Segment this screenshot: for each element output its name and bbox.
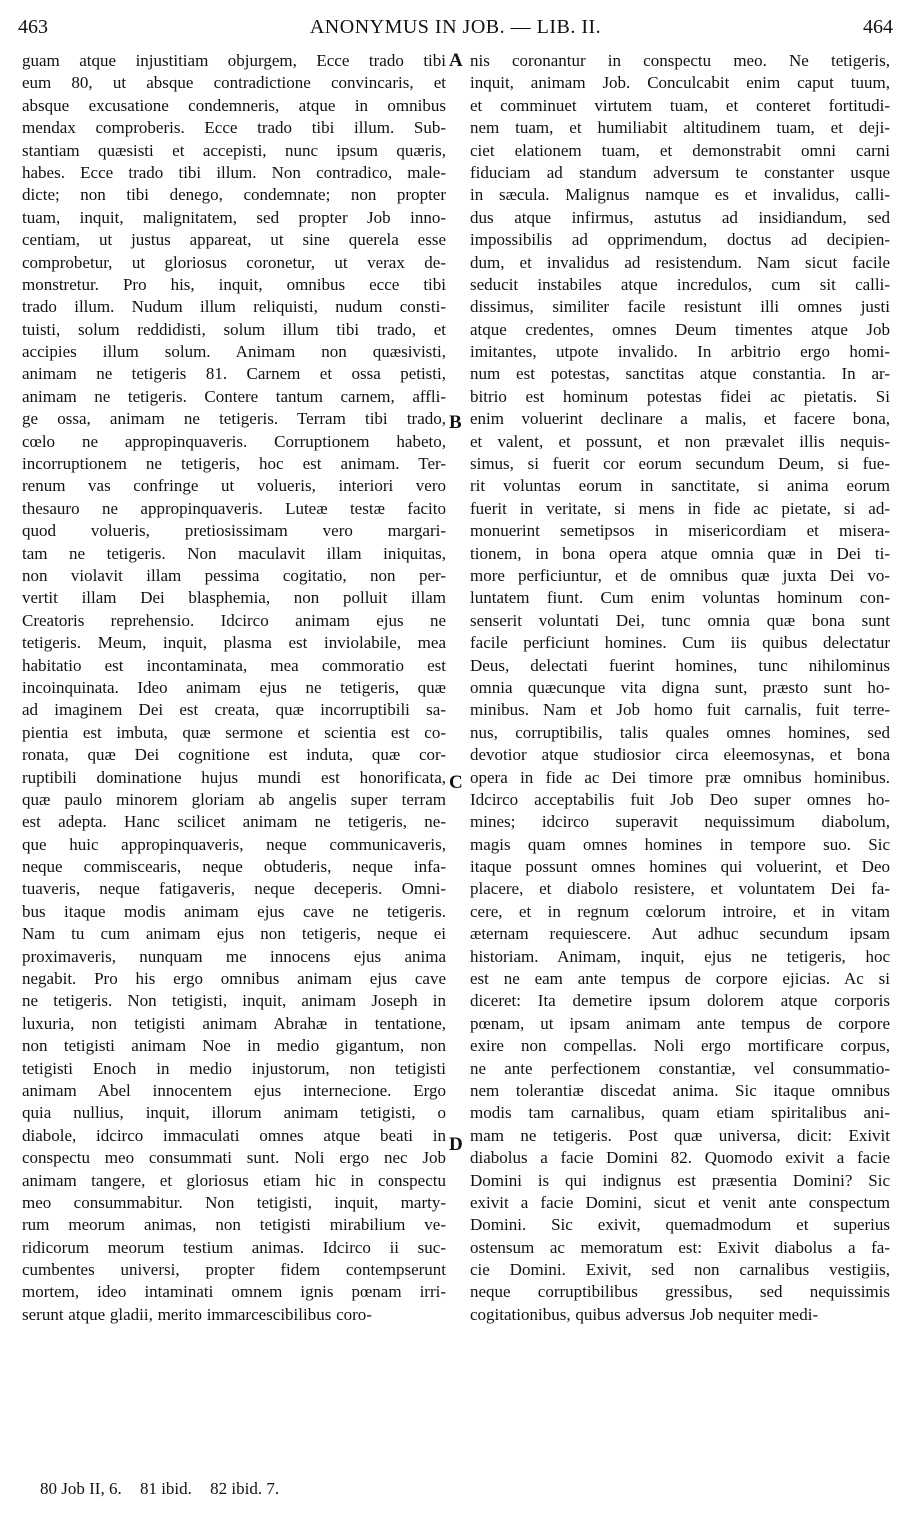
text-line: centiam, ut justus appareat, ut sine querela esse <box>22 230 446 250</box>
footnote-80: 80 Job II, 6. <box>40 1479 122 1498</box>
text-line: Domini is qui indignus est præsentia Domini? Sic <box>470 1170 890 1190</box>
text-line: thesauro ne appropinquaveris. Luteæ testæ facito <box>22 498 446 518</box>
text-line: cere, et in regnum cœlorum introire, et in vitam <box>470 901 890 921</box>
text-line: eum 80, ut absque contradictione convincaris, et <box>22 73 446 93</box>
text-line: quæ paulo minorem gloriam ab angelis super terram <box>22 789 446 809</box>
text-line: ronata, quæ Dei cognitione est induta, quæ cor- <box>22 745 446 765</box>
text-line: renum vas confringe ut volueris, interiori vero <box>22 476 446 496</box>
text-line: historiam. Animam, inquit, ejus ne tetigeris, hoc <box>470 946 890 966</box>
text-line: mendax comproberis. Ecce trado tibi illum. Sub- <box>22 118 446 138</box>
text-line: ne tetigeris. Non tetigisti, inquit, animam Joseph in <box>22 991 446 1011</box>
text-line: animam ne tetigeris 81. Carnem et ossa petisti, <box>22 364 446 384</box>
text-line: imitantes, utpote invalido. In arbitrio ergo homi- <box>470 342 890 362</box>
text-line: fuerit in veritate, si mens in fide ac pietate, si ad- <box>470 498 890 518</box>
text-line: tetigeris. Meum, inquit, plasma est inviolabile, mea <box>22 633 446 653</box>
text-line: rit voluntas eorum in sanctitate, si anima eorum <box>470 476 890 496</box>
footnote-81: 81 ibid. <box>139 1479 192 1498</box>
text-line: luxuria, non tetigisti animam Abrahæ in tentatione, <box>22 1013 446 1033</box>
text-line: monstretur. Pro his, inquit, omnibus ecce tibi <box>22 274 446 294</box>
text-line: fiduciam ad standum adversum te constanter usque <box>470 162 890 182</box>
text-line: ne ante perfectionem constantiæ, vel consummatio- <box>470 1058 890 1078</box>
text-line: animam tangere, et gloriosus etiam hic in conspectu <box>22 1170 446 1190</box>
text-line: cumbentes universi, propter fidem contempserunt <box>22 1260 446 1280</box>
text-line: devotior atque studiosior circa eleemosynas, et bona <box>470 745 890 765</box>
text-line: tetigisti Enoch in medio injustorum, non tetigisti <box>22 1058 446 1078</box>
text-line: nis coronantur in conspectu meo. Ne tetigeris, <box>470 51 890 70</box>
text-line: Creatoris reprehensio. Idcirco animam ejus ne <box>22 610 446 630</box>
text-line: conspectu meo consummati sunt. Noli ergo nec Job <box>22 1148 446 1168</box>
text-line: et comminuet virtutem tuam, et conteret fortitudi- <box>470 95 890 115</box>
text-line: meo consummabitur. Non tetigisti, inquit, marty- <box>22 1192 446 1212</box>
right-column <box>470 50 890 1326</box>
text-line: mam ne tetigeris. Post quæ universa, dicit: Exivit <box>470 1125 890 1145</box>
text-line: mines; idcirco superavit nequissimum diabolum, <box>470 812 890 832</box>
text-line: impossibilis ad opprimendum, doctus ad decipien- <box>470 230 890 250</box>
page-header <box>18 10 893 44</box>
text-line: et valent, et possunt, et non prævalet illis nequis- <box>470 431 890 451</box>
text-line: Deus, delectati fuerint homines, tunc nihilominus <box>470 655 890 675</box>
text-line: serunt atque gladii, merito immarcescibilibus coro- <box>22 1304 372 1324</box>
text-line: opera in fide ac Dei timore præ omnibus hominibus. <box>470 767 890 787</box>
text-line: itaque possunt omnes homines qui voluerint, et Deo <box>470 857 890 877</box>
text-line: accipies illum solum. Animam non quæsivisti, <box>22 342 446 362</box>
text-line: tuam, inquit, malignitatem, sed propter Job inno- <box>22 207 446 227</box>
margin-mark-c: C <box>449 772 463 793</box>
text-line: facile perficiunt homines. Cum iis quibus delectatur <box>470 633 890 653</box>
text-line: Nam tu cum animam ejus non tetigeris, neque ei <box>22 924 446 944</box>
text-line: quod volueris, pretiosissimam vero margari- <box>22 521 446 541</box>
text-line: trado illum. Nudum illum reliquisti, nudum consti- <box>22 297 446 317</box>
text-line: pientia est imbuta, quæ sermone et scientia est co- <box>22 722 446 742</box>
text-line: tionem, in bona opera atque omnia quæ in Dei ti- <box>470 543 890 563</box>
text-line: in sæcula. Malignus namque es et invalidus, calli- <box>470 185 890 205</box>
text-line: habes. Ecce trado tibi illum. Non contradico, male- <box>22 162 446 182</box>
text-line: animam ne tetigeris. Contere tantum carnem, affli- <box>22 386 446 406</box>
text-line: tuaveris, neque fatigaveris, neque deceperis. Omni- <box>22 879 446 899</box>
text-line: bitrio est hominum potestas fidei ac pietatis. Si <box>470 386 890 406</box>
text-line: neque commiscearis, neque obtuderis, neque infa- <box>22 857 446 877</box>
text-line: Domini. Sic exivit, quemadmodum et superius <box>470 1215 890 1235</box>
text-line: modis tam carnalibus, quam etiam spiritalibus ani- <box>470 1103 890 1123</box>
left-column <box>22 50 446 1326</box>
text-line: seducit instabiles atque incredulos, cum sit calli- <box>470 274 890 294</box>
text-line: rum meorum animas, non tetigisti mirabilium ve- <box>22 1215 446 1235</box>
text-line: vertit illam Dei blasphemia, non polluit illam <box>22 588 446 608</box>
page-number-left: 463 <box>18 16 48 38</box>
text-line: ridicorum meorum testium animas. Idcirco ii suc- <box>22 1237 446 1257</box>
text-line: luntatem fiunt. Cum enim voluntas hominum con- <box>470 588 890 608</box>
margin-mark-a: A <box>449 50 463 71</box>
text-line: ge ossa, animam ne tetigeris. Terram tibi trado, <box>22 409 446 429</box>
text-line: dicte; non tibi denego, condemnate; non propter <box>22 185 446 205</box>
margin-mark-d: D <box>449 1134 463 1155</box>
text-line: est adepta. Hanc scilicet animam ne tetigeris, ne- <box>22 812 446 832</box>
text-line: dus atque infirmus, astutus ad insidiandum, sed <box>470 207 890 227</box>
text-line: negabit. Pro his ergo omnibus animam ejus cave <box>22 969 446 989</box>
text-line: dum, et invalidus ad resistendum. Nam sicut facile <box>470 252 890 272</box>
text-line: monuerint semetipsos in misericordiam et misera- <box>470 521 890 541</box>
text-line: pœnam, ut ipsam animam ante tempus de corpore <box>470 1013 890 1033</box>
text-line: diceret: Ita demetire ipsum dolorem atque corporis <box>470 991 890 1011</box>
margin-mark-b: B <box>449 412 462 433</box>
text-line: animam Abel innocentem ejus internecione. Ergo <box>22 1080 446 1100</box>
text-line: diabole, idcirco immaculati omnes atque beati in <box>22 1125 446 1145</box>
text-line: ostensum ac memoratum est: Exivit diabolus a fa- <box>470 1237 890 1257</box>
text-line: more perficiuntur, et de omnibus quæ juxta Dei vo- <box>470 565 890 585</box>
running-head: ANONYMUS IN JOB. — LIB. II. <box>309 16 602 38</box>
text-line: cœlo ne appropinquaveris. Corruptionem habeto, <box>22 431 446 451</box>
text-line: cie Domini. Exivit, sed non carnalibus vestigiis, <box>470 1260 890 1280</box>
text-line: inquit, animam Job. Conculcabit enim caput tuum, <box>470 73 890 93</box>
text-line: non tetigisti animam Noe in medio gigantum, non <box>22 1036 446 1056</box>
text-line: placere, et diabolo resistere, et voluntatem Dei fa- <box>470 879 890 899</box>
text-line: stantiam quæsisti et accepisti, nunc ipsum quæris, <box>22 140 446 160</box>
text-line: dissimus, similiter facile resistunt illi omnes justi <box>470 297 890 317</box>
footnotes <box>40 1478 293 1500</box>
text-line: non violavit illam pessima cogitatio, non per- <box>22 565 446 585</box>
text-line: diabolus a facie Domini 82. Quomodo exivit a facie <box>470 1148 890 1168</box>
text-line: atque credentes, omnes Deum timentes atque Job <box>470 319 890 339</box>
text-line: est ne eam ante tempus de corpore ejicias. Ac si <box>470 969 890 989</box>
text-line: minibus. Nam et Job homo fuit carnalis, fuit terre- <box>470 700 890 720</box>
text-line: incoinquinata. Ideo animam ejus ne tetigeris, quæ <box>22 677 446 697</box>
text-line: Idcirco acceptabilis fuit Job Deo super omnes ho- <box>470 789 890 809</box>
text-line: omnia quæcunque vita digna sunt, præsto sunt ho- <box>470 677 890 697</box>
text-line: neque corruptibilibus gressibus, sed nequissimis <box>470 1282 890 1302</box>
text-line: cogitationibus, quibus adversus Job nequiter medi- <box>470 1304 819 1324</box>
text-line: nem tuam, et humiliabit altitudinem tuam, et deji- <box>470 118 890 138</box>
text-line: absque excusatione condemneris, atque in omnibus <box>22 95 446 115</box>
text-line: mortem, ideo intaminati omnem ignis pœnam irri- <box>22 1282 446 1302</box>
text-line: num est potestas, sanctitas atque constantia. In ar- <box>470 364 890 384</box>
text-line: comprobetur, ut gloriosus coronetur, ut verax de- <box>22 252 446 272</box>
page-number-right: 464 <box>863 16 893 38</box>
text-line: quia nullius, inquit, illorum animam tetigisti, o <box>22 1103 446 1123</box>
text-line: nem tolerantiæ discedat anima. Sic itaque omnibus <box>470 1080 890 1100</box>
text-line: senserit voluntati Dei, tunc omnia quæ bona sunt <box>470 610 890 630</box>
text-line: guam atque injustitiam objurgem, Ecce trado tibi <box>22 51 446 70</box>
text-line: æternam requiescere. Aut adhuc secundum ipsam <box>470 924 890 944</box>
text-line: bus itaque modis animam ejus cave ne tetigeris. <box>22 901 446 921</box>
text-line: incorruptionem ne tetigeris, hoc est animam. Ter- <box>22 454 446 474</box>
text-line: exire non compellas. Noli ergo mortificare corpus, <box>470 1036 890 1056</box>
text-line: que huic appropinquaveris, neque communicaveris, <box>22 834 446 854</box>
text-line: tuisti, solum reddidisti, solum illum tibi trado, et <box>22 319 446 339</box>
text-line: simus, si fuerit cor eorum secundum Deum, si fue- <box>470 454 890 474</box>
text-line: enim voluerint declinare a malis, et facere bona, <box>470 409 890 429</box>
text-line: ruptibili dominatione hujus mundi est honorificata, <box>22 767 446 787</box>
text-line: proximaveris, nunquam me innocens ejus anima <box>22 946 446 966</box>
text-line: habitatio est incontaminata, mea commoratio est <box>22 655 446 675</box>
text-line: ad imaginem Dei est creata, quæ incorruptibili sa- <box>22 700 446 720</box>
text-line: magis quam omnes homines in tempore suo. Sic <box>470 834 890 854</box>
text-line: exivit a facie Domini, sicut et venit ante conspectum <box>470 1192 890 1212</box>
footnote-82: 82 ibid. 7. <box>210 1479 280 1498</box>
text-line: tam ne tetigeris. Non maculavit illam iniquitas, <box>22 543 446 563</box>
text-line: nus, corruptibilis, talis quales omnes homines, sed <box>470 722 890 742</box>
text-line: ciet elationem tuam, et demonstrabit omni carni <box>470 140 890 160</box>
